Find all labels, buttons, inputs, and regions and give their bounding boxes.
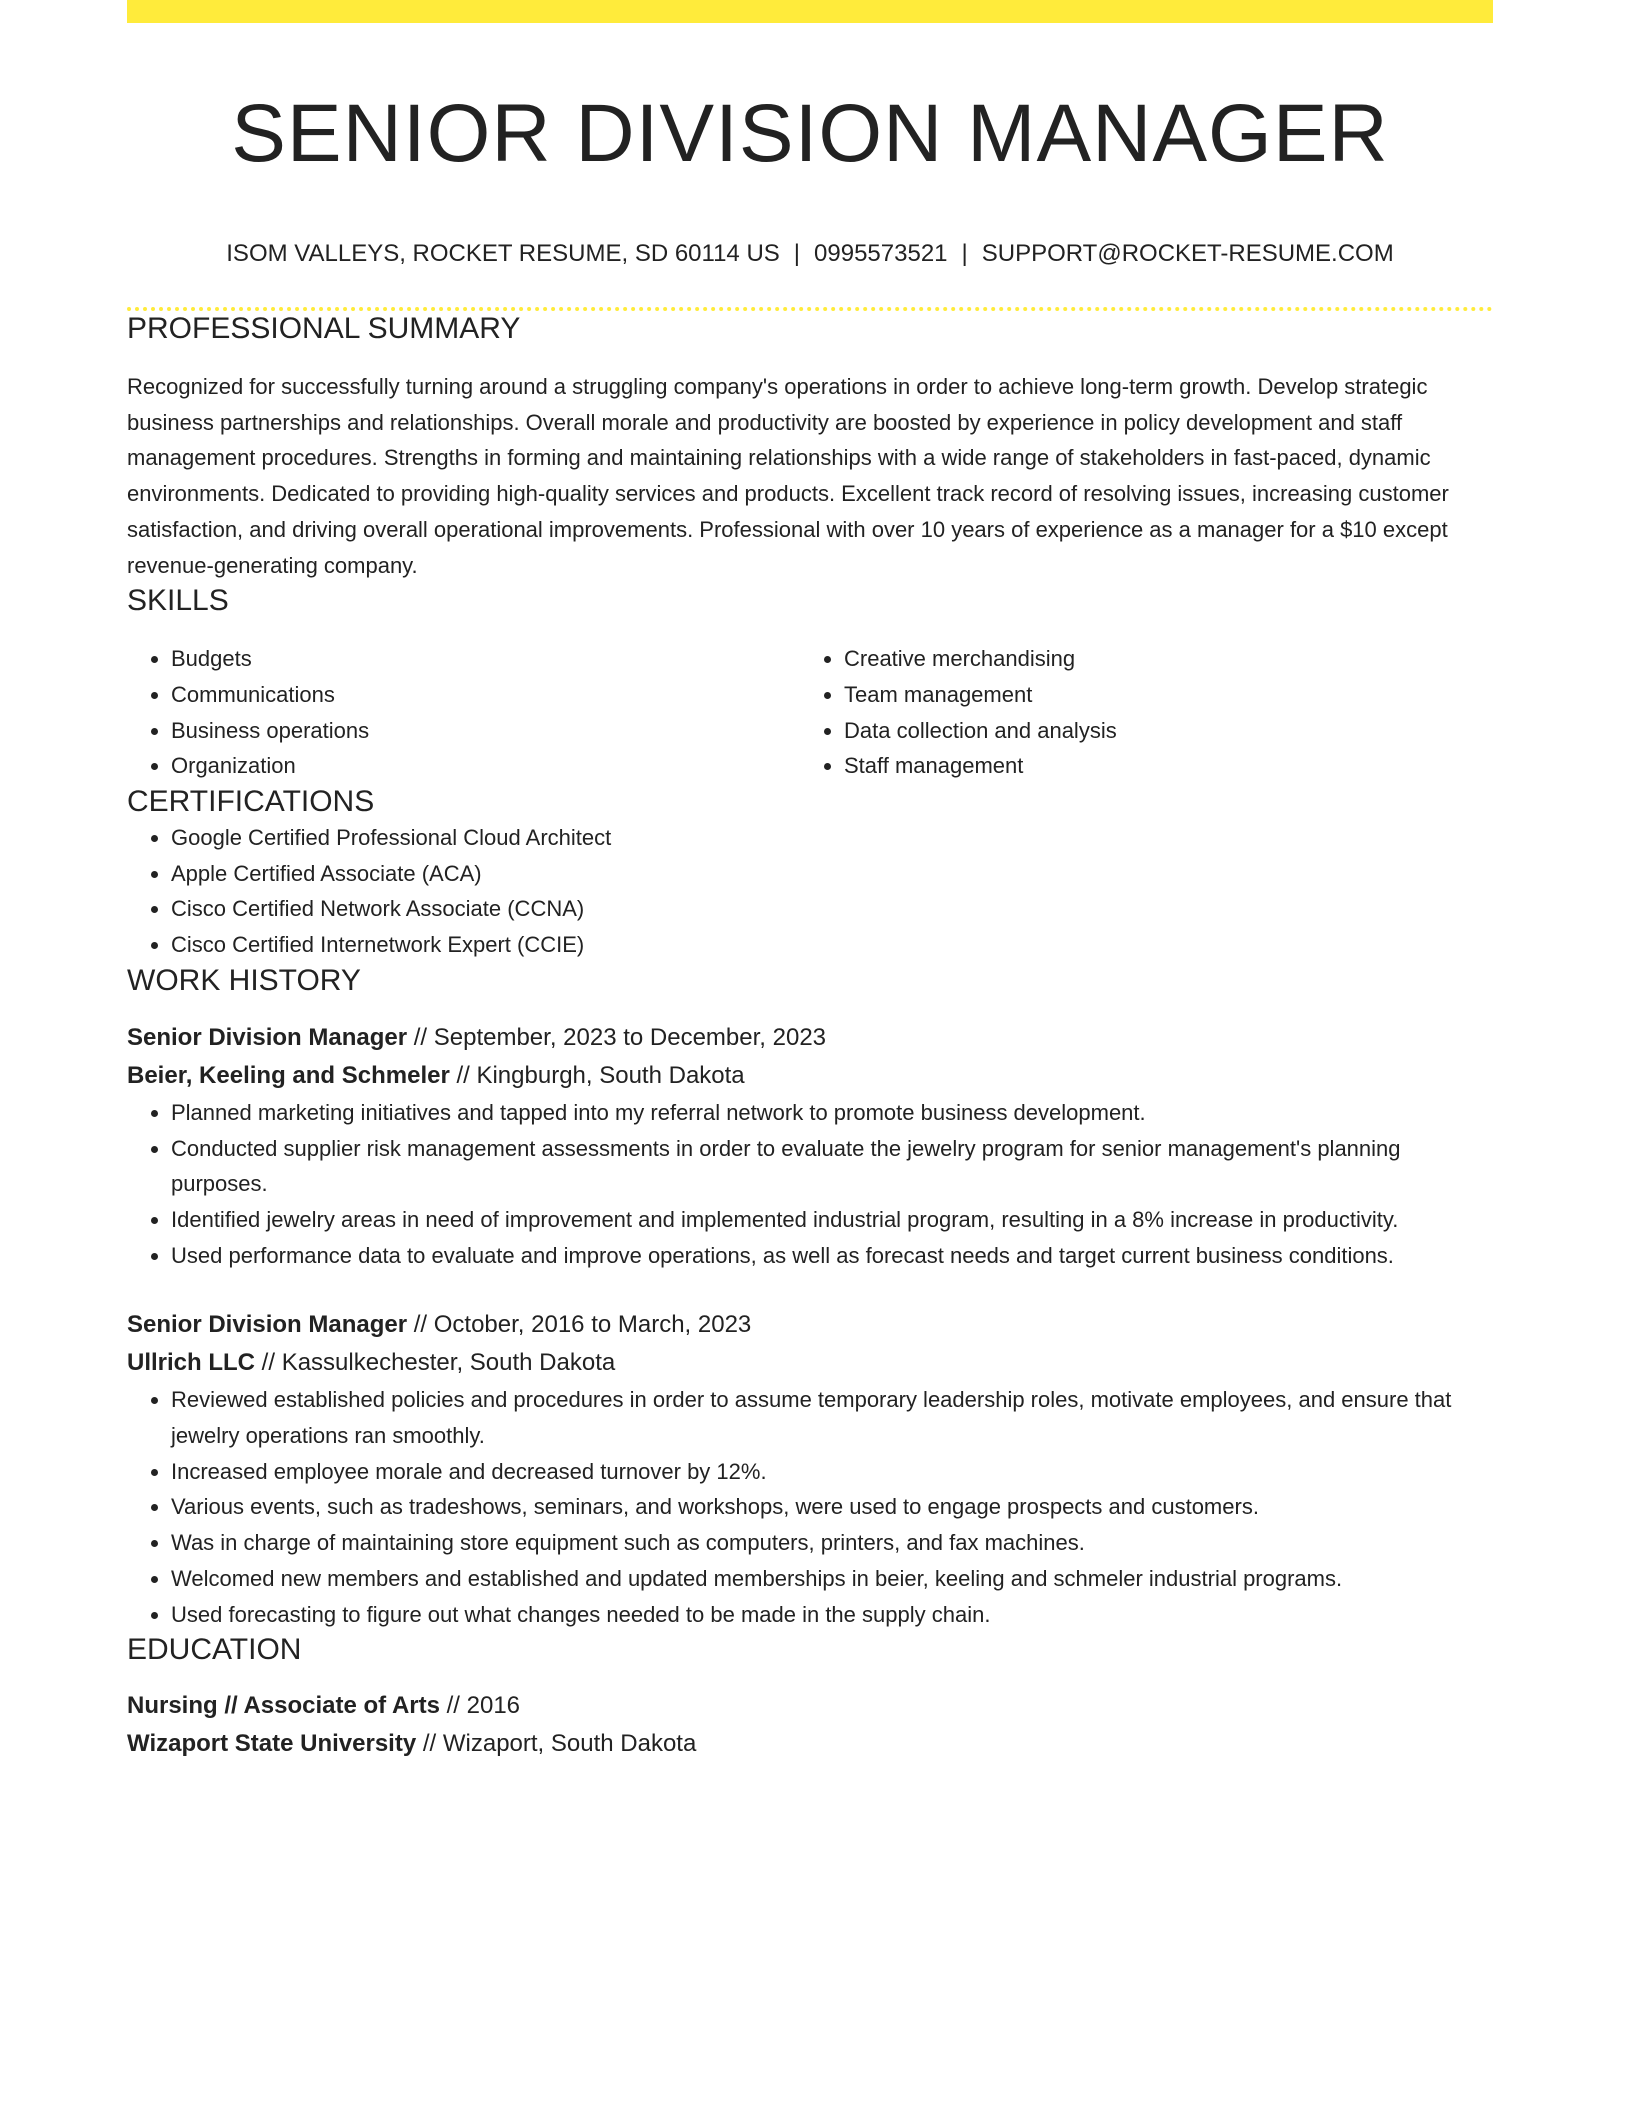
certifications-heading: CERTIFICATIONS [127, 785, 375, 819]
certification-item: • Cisco Certified Network Associate (CCNA) [171, 891, 1493, 927]
job-title-line [127, 1019, 1493, 1057]
education-heading: EDUCATION [127, 1633, 302, 1667]
job-bullet: • Reviewed established policies and procedures in order to assume temporary leadership roles, motivate employees, and ensure that jewelry operations ran smoothly. [171, 1382, 1493, 1453]
certification-item: • Apple Certified Associate (ACA) [171, 856, 1493, 892]
education-school: Wizaport State University [127, 1730, 417, 1758]
job-company: Ullrich LLC [127, 1349, 256, 1377]
skill-item: • Communications [171, 677, 800, 713]
skill-item: • Staff management [844, 748, 1473, 784]
summary-text: Recognized for successfully turning around a struggling company's operations in order to achieve long-term growth. Develop strategic business partnerships and relationships. Overall morale and productivity are boosted by experience in policy development and staff management procedures. Strengths in forming and maintaining relationships with a wide range of stakeholders in fast-paced, dynamic environments. Dedicated to providing high-quality services and products. Excellent track record of resolving issues, increasing customer satisfaction, and driving overall operational improvements. Professional with over 10 years of experience as a manager for a $10 except revenue-generating company. [127, 374, 1449, 578]
skills-heading: SKILLS [127, 584, 229, 618]
skill-item: • Data collection and analysis [844, 713, 1473, 749]
job-location: // Kingburgh, South Dakota [449, 1061, 745, 1089]
job-bullet: • Conducted supplier risk management assessments in order to evaluate the jewelry program for senior management's planning purposes. [171, 1131, 1493, 1202]
job-title: Senior Division Manager [127, 1311, 408, 1339]
education-degree-line [127, 1687, 1493, 1725]
certifications-list [127, 820, 1493, 963]
job-bullet: • Identified jewelry areas in need of improvement and implemented industrial program, resulting in a 8% increase in productivity. [171, 1202, 1493, 1238]
contact-separator: | [793, 240, 801, 267]
job-dates: // October, 2016 to March, 2023 [407, 1311, 752, 1339]
skills-column-left [127, 641, 800, 784]
skill-item: • Organization [171, 748, 800, 784]
job-bullet: • Used performance data to evaluate and improve operations, as well as forecast needs and target current business conditions. [171, 1238, 1493, 1274]
skill-item: • Budgets [171, 641, 800, 677]
education-school-line [127, 1725, 1493, 1763]
skills-column-right [800, 641, 1473, 784]
job-location: // Kassulkechester, South Dakota [255, 1349, 616, 1377]
summary-heading: PROFESSIONAL SUMMARY [127, 312, 521, 345]
certification-item: • Cisco Certified Internetwork Expert (CCIE) [171, 927, 1493, 963]
job-bullet: • Used forecasting to figure out what changes needed to be made in the supply chain. [171, 1597, 1493, 1633]
job-bullet: • Increased employee morale and decreased turnover by 12%. [171, 1454, 1493, 1490]
job-bullets [127, 1095, 1493, 1274]
skill-item: • Team management [844, 677, 1473, 713]
job-company-line [127, 1344, 1493, 1382]
contact-email[interactable]: SUPPORT@ROCKET-RESUME.COM [981, 240, 1394, 267]
education-year: // 2016 [439, 1692, 521, 1720]
job-bullet: • Various events, such as tradeshows, seminars, and workshops, were used to engage prospects and customers. [171, 1489, 1493, 1525]
contact-phone[interactable]: 0995573521 [814, 240, 948, 267]
job-bullet: • Was in charge of maintaining store equipment such as computers, printers, and fax machines. [171, 1525, 1493, 1561]
job-title-line [127, 1306, 1493, 1344]
education-degree: Nursing // Associate of Arts [127, 1692, 440, 1720]
contact-address: ISOM VALLEYS, ROCKET RESUME, SD 60114 US [226, 240, 780, 267]
work-history-heading: WORK HISTORY [127, 963, 361, 997]
job-dates: // September, 2023 to December, 2023 [407, 1023, 827, 1051]
job-bullet: • Planned marketing initiatives and tapped into my referral network to promote business development. [171, 1095, 1493, 1131]
contact-separator: | [961, 240, 968, 267]
job-bullets [127, 1382, 1493, 1632]
skill-item: • Creative merchandising [844, 641, 1473, 677]
resume-title: SENIOR DIVISION MANAGER [231, 88, 1389, 179]
top-accent-bar [127, 0, 1493, 23]
job-title: Senior Division Manager [127, 1023, 408, 1051]
contact-line [127, 239, 1493, 269]
job-company: Beier, Keeling and Schmeler [127, 1061, 450, 1089]
resume-page [127, 0, 1493, 1763]
certification-item: • Google Certified Professional Cloud Architect [171, 820, 1493, 856]
job-bullet: • Welcomed new members and established and updated memberships in beier, keeling and schmeler industrial programs. [171, 1561, 1493, 1597]
skill-item: • Business operations [171, 713, 800, 749]
job-company-line [127, 1057, 1493, 1095]
skills-columns [127, 641, 1493, 784]
education-location: // Wizaport, South Dakota [416, 1730, 697, 1758]
